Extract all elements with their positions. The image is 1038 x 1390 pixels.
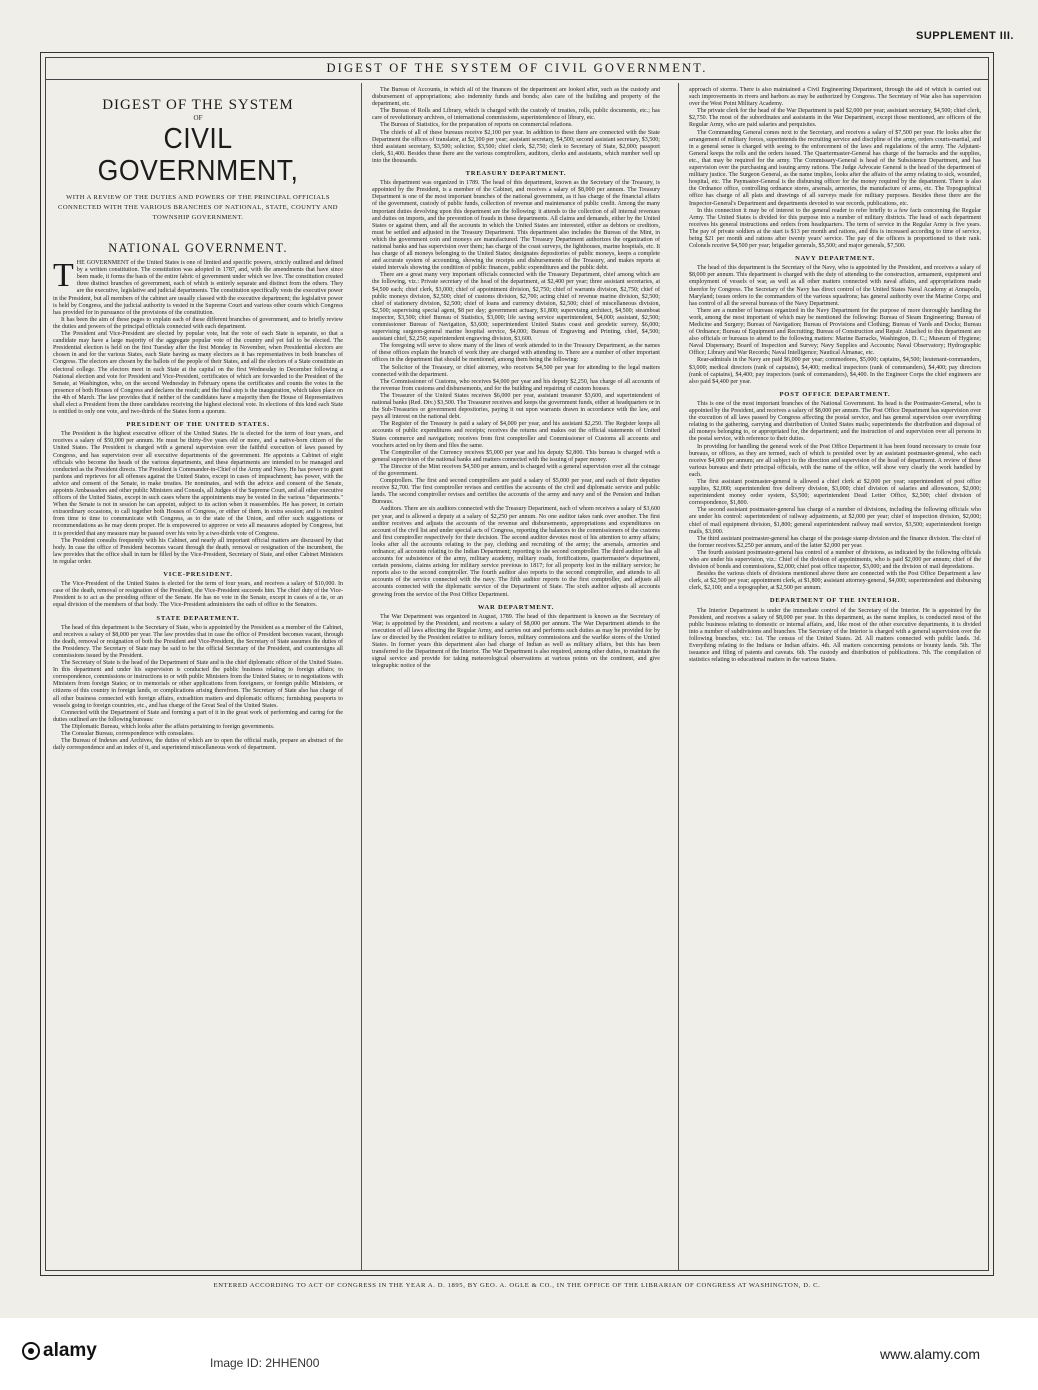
section-title: NATIONAL GOVERNMENT. <box>108 241 288 255</box>
heading-war-department: WAR DEPARTMENT. <box>477 603 555 611</box>
heading-interior-department: DEPARTMENT OF THE INTERIOR. <box>769 597 901 605</box>
logo-mark-icon <box>22 1342 40 1360</box>
paragraph: The Director of the Mint receives $4,500 per annum, and is charged with a general supervision over all the coinage of the government. <box>372 463 660 477</box>
paragraph: The head of this department is the Secretary of State, who is appointed by the President as a member of the Cabinet, and receives a salary of $8,000 per year. The law provides that in case the office of President becomes vacant, through the death, removal or resignation of both the President and Vice-President, the Secretary of State assumes the duties of the Presidency. The Secretary of State may be said to be the official Secretary of the President, and countersigns all commissions issued by the President. <box>53 624 343 659</box>
paragraph: The Vice-President of the United States is elected for the term of four years, and receives a salary of $10,000. In case of the death, removal or resignation of the President, the Vice-President succeeds him. The chief duty of the Vice-President is to act as the presiding officer of the Senate. He has no vote in the Senate, except in cases of a tie, or an equal division of the members of that body. The Vice-President administers the oath of office to the Senators. <box>53 581 343 609</box>
paragraph: The President and Vice-President are elected by popular vote, but the vote of each State is separate, so that a candidate may have a large majority of the aggregate popular vote of the country and yet fail to be elected. The Presidential election is held on the first Tuesday after the first Monday in November, when Presidential electors are chosen in and for the various States, each State having as many electors as it has representatives in both branches of Congress. The electors are chosen by the ballots of the people of their States, and all the electors of a State constitute an electoral college. The electors meet in each State at the capital on the first Wednesday in December following a National election and vote for President and Vice-President, certificates of which are forwarded to the President of the Senate, at Washington, who, on the second Wednesday in February opens the certificates and counts the votes in the presence of both Houses of Congress and declares the result; and the final step is the inauguration, which takes place on the 4th of March. The law provides that if neither of the candidates have a majority then the House of Representatives shall elect a President from the three candidates receiving the highest electoral vote. In elections of this kind each State is entitled to only one vote, and two-thirds of the States form a quorum. <box>53 331 343 416</box>
column-1 <box>53 87 343 1267</box>
paragraph: The President is the highest executive officer of the United States. He is elected for the term of four years, and receives a salary of $50,000 per annum. He must be thirty-five years old or more, and a native-born citizen of the United States. The President is charged with a general supervision over the faithful execution of laws passed by Congress, and has supervision over all executive departments of the government. He appoints a Cabinet of eight officials who become the heads of the various departments, and these departments are intended to be managed and conducted as the President directs. The President is Commander-in-Chief of the Army and Navy. He has power to grant pardons and reprieves for all offenses against the United States, except in cases of impeachment; has power, with the advice and consent of the Senate, to make treaties. He nominates, and with the advice and consent of the Senate, appoints Ambassadors and other public Ministers and Consuls, all Judges of the Supreme Court, and all other executive officers of the United States, except in such cases where the appointments may be vested in the various "departments." When the Senate is not in session he can appoint, subject to its action when it reassembles. He has power, in certain extraordinary occasions, to call together both Houses of Congress, or either of them, in extra session; and is required from time to time to communicate with Congress, as to the state of the Union, and offer such suggestions or recommendations as he may deem proper. He is empowered to approve or veto all measures adopted by Congress, but it is provided that any measure may be passed over his veto by a two-thirds vote of Congress. <box>53 431 343 537</box>
paragraph: The Bureau of Statistics, for the preparation of reports on commercial relations. <box>380 122 573 129</box>
column-2 <box>372 87 660 1267</box>
heading-state-department: STATE DEPARTMENT. <box>156 614 240 622</box>
paragraph: The War Department was organized in August, 1789. The head of this department is known as the Secretary of War; is appointed by the President, and receives a salary of $8,000 per annum. The War Department attends to the execution of all laws affecting the Regular Army, and carries out and performs such duties as may be provided for by law or directed by the President relative to military forces, military commissions and the warlike stores of the United States. In former years this department also had charge of Indian as well as military affairs, but this has been transferred to the Department of the Interior. The War Department is also required, among other duties, to maintain the signal service and provide for taking meteorological observations at various points on the continent, and give telegraphic notice of the <box>372 613 660 670</box>
heading-post-office-department: POST OFFICE DEPARTMENT. <box>779 390 891 398</box>
paragraph: Besides the various chiefs of divisions mentioned above there are connected with the Post Office Department a law clerk, at $2,500 per year; appointment clerk, at $1,800; assistant attorney-general, $4,000; superintendent and disbursing clerk, $2,100; and a topographer, at $2,500 per annum. <box>689 571 981 592</box>
paragraph: The Interior Department is under the immediate control of the Secretary of the Interior. He is appointed by the President, and receives a salary of $8,000 per year. In this department, as the name implies, is conducted most of the public business relating to domestic or internal affairs, and, like most of the other executive departments, it is divided into a number of subdivisions and branches. The Secretary of the Interior is charged with a general supervision over the following branches, viz.: 1st. The census of the United States. 2d. All matters connected with public lands. 3d. Everything relating to the Indians or Indian affairs. 4th. All matters concerning pensions or bounty lands. 5th. The issuance and filing of patents and caveats. 6th. The custody and distribution of publications. 7th. The compilation of statistics relating to educational matters in the various States. <box>689 607 981 664</box>
paragraph: The Register of the Treasury is paid a salary of $4,000 per year, and his assistant $2,250. The Register keeps all accounts of public expenditures and receipts; receives the returns and makes out the official statements of United States commerce and navigation; receives from first comptroller and Commissioner of Customs all accounts and vouchers acted on by them and files the same. <box>372 421 660 449</box>
paragraph: The Bureau of Indexes and Archives, the duties of which are to open the official mails, prepare an abstract of the daily correspondence and an index of it, and superintend miscellaneous work of department. <box>53 738 343 752</box>
paragraph: The Solicitor of the Treasury, or chief attorney, who receives $4,500 per year for attending to the legal matters connected with the department. <box>372 364 660 378</box>
banner-rule <box>45 79 989 80</box>
column-divider <box>361 83 362 1271</box>
copyright-footer: ENTERED ACCORDING TO ACT OF CONGRESS IN THE YEAR A. D. 1895, BY GEO. A. OGLE & CO., IN THE OFFICE OF THE LIBRARIAN OF CONGRESS AT WASHINGTON, D. C. <box>213 1282 821 1289</box>
paragraph: There are a great many very important officials connected with the Treasury Department, chief among which are the following, viz.: Private secretary of the head of the department, at $2,400 per year; three assistant secretaries, at $4,500 each; chief clerk, $3,000; chief of appointment division, $2,750; chief of warrants division, $2,750; chief of public moneys division, $2,500; chief of customs division, $2,700; acting chief of revenue marine division, $2,500; chief of stationery division, $2,500; chief of loans and currency division, $2,500; chief of miscellaneous division, $2,500; supervising special agent, $8 per day; government actuary, $1,800; supervising architect, $4,500; steamboat inspector, $3,500; chief Bureau of Statistics, $3,000; life saving service superintendent, $4,000; assistant, $2,500; commissioner Bureau of Navigation, $3,600; superintendent United States coast and geodetic survey, $6,000; supervising surgeon-general marine hospital service, $4,000; Bureau of Engraving and Printing, chief, $4,500; assistant chief, $2,250; superintendent engraving division, $3,600. <box>372 272 660 343</box>
paragraph: The third assistant postmaster-general has charge of the postage stamp division and the finance division. The chief of the former receives $2,250 per annum, and of the latter $2,000 per year. <box>689 535 981 549</box>
paragraph: The Bureau of Accounts, in which all of the finances of the department are looked after, such as the custody and disbursement of appropriations; also indemnity funds and bonds; also care of the building and property of the department, etc. <box>372 87 660 108</box>
main-title: CIVIL GOVERNMENT, <box>97 123 299 187</box>
paragraph: The private clerk for the head of the War Department is paid $2,000 per year; assistant secretary, $4,500; chief clerk, $2,750. The most of the subordinates and assistants in the War Department, except those mentioned, are officers of the Regular Army, who are paid salaries and perquisites. <box>689 108 981 129</box>
paragraph: The Consular Bureau, correspondence with consulates. <box>61 731 195 737</box>
paragraph: Connected with the Department of State and forming a part of it in the great work of performing and caring for the duties outlined are the following bureaus: <box>53 709 343 723</box>
paragraph: The Treasurer of the United States receives $6,000 per year, assistant treasurer $3,600, and superintendent of national banks (Red. Div.) $3,500. The Treasurer receives and keeps the government funds, either at headquarters or in the Sub-Treasuries or government depositories, paying it out upon warrants drawn in accordance with the law, and pays all interest on the national debt. <box>372 392 660 421</box>
paragraph: The Comptroller of the Currency receives $5,000 per year and his deputy $2,800. This bureau is charged with a general supervision of the national banks and matters connected with the issuing of paper money. <box>372 449 660 463</box>
paragraph: It has been the aim of these pages to explain each of these different branches of government, and to briefly review the duties and powers of the principal officials connected with each department. <box>53 316 343 330</box>
page-frame <box>40 52 994 1276</box>
paragraph: This department was organized in 1789. The head of this department, known as the Secretary of the Treasury, is appointed by the President, is a member of the Cabinet, and receives a salary of $8,000 per annum. The Treasury Department is one of the most important branches of the national government, as it has charge of the financial affairs of the government, custody of public funds, collection of revenue and maintenance of public credit. Among the many important duties devolving upon this department are the following: it attends to the collection of all internal revenues and duties on imports, and the prevention of frauds in these departments. All claims and demands, either by the United States or against them, and all the accounts in which the United States are interested, either as debtors or creditors, must be settled and adjusted in the Treasury Department. This department also includes the Bureau of the Mint, in which the government coin and moneys are manufactured. The Treasury Department authorizes the organization of national banks and has supervision over them; has charge of the coast surveys, the lighthouses, marine hospitals, etc. It has charge of all moneys belonging to the United States; designates depositories of public moneys, keeps a complete and accurate system of accounting, showing the receipts and disbursements of the Treasury, and makes reports at stated intervals showing the condition of public finances, public expenditures and the public debt. <box>372 180 660 272</box>
title-line2: OF <box>193 114 203 122</box>
paragraph: The fourth assistant postmaster-general has control of a number of divisions, as indicated by the following officials who are under his supervision, viz.: Chief of the division of appointments, who is paid $2,000 per annum; chief of the division of bonds and commissions, $2,000; chief post office inspector, $3,000; and the division of mail depredations. <box>689 549 981 571</box>
title-line1: DIGEST OF THE SYSTEM <box>102 97 294 113</box>
heading-president: PRESIDENT OF THE UNITED STATES. <box>126 421 270 429</box>
supplement-label: SUPPLEMENT III. <box>916 30 1014 42</box>
paragraph: The foregoing will serve to show many of the lines of work attended to in the Treasury Department, as the names of these offices explain the branch of work they are charged with attending to. There are a number of other important offices in the department that should be mentioned, among them being the following: <box>372 343 660 364</box>
paragraph: THE GOVERNMENT of the United States is one of limited and specific powers, strictly outlined and defined by a written constitution. The constitution was adopted in 1787, and, with the amendments that have since been made, it forms the basis of the entire fabric of government under which we live. The constitution created three distinct branches of government, each of which is entirely separate and distinct from the others. They are the executive, legislative and judicial departments. The constitution specifically vests the executive power in the President, but all members of the cabinet are usually classed with the executive department; the legislative power is held by Congress, and the judicial authority is vested in the Supreme Court and various other courts which Congress has provided for in pursuance of the provisions of the constitution. <box>53 257 343 316</box>
alamy-logo: alamy <box>22 1340 140 1362</box>
paragraph: The second assistant postmaster-general has charge of a number of divisions, including the following officials who are under his control: superintendent of railway adjustments, at $2,000 per year; chief of inspection division, $2,000; chief of mail equipment division, $1,800; general superintendent railway mail service, $3,500; superintendent foreign mails, $3,000. <box>689 507 981 535</box>
paragraph: Auditors. There are six auditors connected with the Treasury Department, each of whom receives a salary of $3,600 per year, and is allowed a deputy at a salary of $2,250 per annum. No one auditor takes rank over another. The first auditor receives and adjusts the accounts of the revenue and disbursements, appropriations and expenditures on account of the civil list and under special acts of Congress, reporting the balances to the commissioners of the customs and first comptroller respectively for their decision. The second auditor devotes most of his attention to army affairs; looks after all the accounts relating to the pay, clothing and recruiting of the army; the arsenals, armories and ordnance; all accounts relating to the Indian Department; reporting to the second comptroller. The third auditor has all accounts for subsistence of the army, military academy, military roads, fortifications, quartermaster's department, certain pensions, claims arising for military service previous to 1817; for all property lost in the military service; he reports also to the second comptroller. The fourth auditor also reports to the second comptroller, and attends to all accounts of the service connected with the navy. The fifth auditor reports to the first comptroller, and adjusts all accounts connected with the diplomatic service of the Department of State. The sixth auditor adjusts all accounts growing from the service of the Post Office Department. <box>372 506 660 598</box>
paragraph: The Secretary of State is the head of the Department of State and is the chief diplomatic officer of the United States. In this department and under his supervision is conducted the public business relating to foreign affairs; to correspondence, commissions or instructions to or with public Ministers from the United States; or to negotiations with Ministers from foreign States; or to memorials or other applications from foreigners, or foreign public Ministers, or citizens of this country in foreign lands, or complications arising therefrom. The Secretary of State also has charge of all other business connected with foreign affairs, extradition matters and diplomatic officers; furnishing passports to vessels going to foreign countries, etc., and has charge of the Great Seal of the United States. <box>53 660 343 709</box>
paragraph: The first assistant postmaster-general is allowed a chief clerk at $2,000 per year; superintendent of post office supplies, $2,000; superintendent free delivery division, $3,000; chief division of salaries and allowances, $2,000; superintendent money order system, $3,500; superintendent Dead Letter Office, $2,500; chief division of correspondence, $1,800. <box>689 478 981 507</box>
column-divider <box>678 83 679 1271</box>
subtitle: WITH A REVIEW OF THE DUTIES AND POWERS OF THE PRINCIPAL OFFICIALS CONNECTED WITH THE VARIOUS BRANCHES OF NATIONAL, STATE, COUNTY AND TOWNSHIP GOVERNMENT. <box>58 194 338 221</box>
paragraph: The chiefs of all of these bureaus receive $2,100 per year. In addition to these there are connected with the State Department the offices of translator, at $2,100 per year; assistant secretary, $4,500; second assistant secretary, $3,500; third assistant secretary, $3,500; solicitor, $3,500; chief clerk, $2,750; clerk to Secretary of State, $2,000; passport clerk, $1,400. Besides these there are the various comptrollers, auditors, clerks and assistants, which number well up into the thousands. <box>372 129 660 164</box>
heading-vice-president: VICE-PRESIDENT. <box>163 571 233 579</box>
image-id-caption: Image ID: 2HHEN00 <box>210 1356 320 1370</box>
banner-title: DIGEST OF THE SYSTEM OF CIVIL GOVERNMENT. <box>326 61 708 75</box>
paragraph: The head of this department is the Secretary of the Navy, who is appointed by the President, and receives a salary of $8,000 per annum. This department is charged with the duty of attending to the construction, armament, equipment and employment of vessels of war, as well as all other matters connected with naval affairs, and appropriations made therefor by Congress. The Secretary of the Navy has direct control of the United States Naval Academy at Annapolis, Maryland; issues orders to the commanders of the various squadrons; has general authority over the Marine Corps; and has control of all the several bureaus of the Navy Department. <box>689 265 981 307</box>
drop-cap: T <box>53 257 74 295</box>
paragraph: The President consults frequently with his Cabinet, and nearly all important official matters are discussed by that body. In case the office of President becomes vacant through the death, removal or resignation of the incumbent, the law provides that the office shall in turn be filled by the Vice-President, Secretary of State, and other Cabinet Ministers in regular order. <box>53 537 343 565</box>
paragraph: There are a number of bureaus organized in the Navy Department for the purpose of more thoroughly handling the work, among the most important of which may be mentioned the following: Bureau of Steam Engineering; Bureau of Medicine and Surgery; Bureau of Navigation; Bureau of Provisions and Clothing; Bureau of Yards and Docks; Bureau of Ordnance; Bureau of Equipment and Recruiting; Bureau of Construction and Repair. Attached to this department are also officials or bureaus to attend to the following matters: Marine Barracks, Washington, D. C.; Museum of Hygiene; Naval Dispensary; Board of Inspection and Survey; Navy Supplies and Accounts; Naval Observatory; Hydrographic Office; Library and War Records; Naval Intelligence; Nautical Almanac, etc. <box>689 307 981 357</box>
paragraph: approach of storms. There is also maintained a Civil Engineering Department, through the aid of which is carried out such improvements in rivers and harbors as may be authorized by Congress. The Secretary of War also has supervision over the West Point Military Academy. <box>689 87 981 108</box>
column-3 <box>689 87 981 1267</box>
site-url: www.alamy.com <box>880 1346 981 1362</box>
paragraph: The Commanding General comes next to the Secretary, and receives a salary of $7,500 per year. He looks after the arrangement of military forces, superintends the recruiting service and discipline of the army, orders courts-martial, and in a general sense is charged with seeing to the enforcement of the laws and regulations of the army. The Adjutant-General keeps the rolls and the orders issued. The Quartermaster-General has charge of the barracks and the supplies, etc., that may be required for the army. The Commissary-General is head of the Subsistence Department, and has supervision over the purchasing and issuing army rations. The Judge Advocate General is the head of the department of military justice. The Surgeon General, as the name implies, looks after the affairs of the army relating to sick, wounded, hospital, etc. The Paymaster-General is the disbursing officer for the money required by the department. There is also the Ordnance office, controlling ordnance stores, arsenals, armories, the manufacture of arms, etc. The Topographical office has charge of all plats and drawings of all surveys made for military purposes. Besides these there are the Inspector-General's Department and departments devoted to war records, publications, etc. <box>689 129 981 207</box>
paragraph: The Bureau of Rolls and Library, which is charged with the custody of treaties, rolls, public documents, etc.; has care of revolutionary archives, of international commissions, superintendence of library, etc. <box>372 108 660 122</box>
paragraph: In providing for handling the general work of the Post Office Department it has been found necessary to create four bureaus, or offices, as they are termed, each of which is presided over by an assistant postmaster-general, who each receive $4,000 per annum; are all subject to the direction and supervision of the head of department. A review of these various bureaus and their principal officials, with the name of the office, will show very clearly the work handled by each. <box>689 443 981 478</box>
paragraph: The Commissioner of Customs, who receives $4,000 per year and his deputy $2,250, has charge of all accounts of the revenue from customs and disbursements, and for the building and repairing of custom houses. <box>372 378 660 392</box>
paragraph: Comptrollers. The first and second comptrollers are paid a salary of $5,000 per year, and each of their deputies receive $2,700. The first comptroller revises and certifies the accounts of the civil and diplomatic service and public lands. The second comptroller revises and certifies the accounts of the army and navy and of the Pension and Indian Bureaus. <box>372 478 660 506</box>
paragraph: The Diplomatic Bureau, which looks after the affairs pertaining to foreign governments. <box>61 723 275 730</box>
heading-navy-department: NAVY DEPARTMENT. <box>795 255 875 263</box>
paragraph: Rear-admirals in the Navy are paid $6,000 per year; commodores, $5,000; captains, $4,500; lieutenant-commanders, $3,000; medical directors (rank of captains), $4,400; medical inspectors (rank of commanders), $4,400; pay directors (rank of captains), $4,400; pay inspectors (rank of commanders), $4,400. In the Engineer Corps the chief engineers are also paid $4,400 per year. <box>689 357 981 385</box>
heading-treasury-department: TREASURY DEPARTMENT. <box>465 170 567 178</box>
paragraph: This is one of the most important branches of the National Government. Its head is the Postmaster-General, who is appointed by the President, and receives a salary of $8,000 per annum. The Post Office Department has supervision over the execution of all laws passed by Congress affecting the postal service, and has general supervision over everything relating to the gathering, carrying and distribution of United States mails; superintends the distribution and disposal of all moneys belonging to, or appropriated for, the department; and the instruction of and supervision over all persons in the postal service, with reference to their duties. <box>689 400 981 443</box>
paragraph: In this connection it may be of interest to the general reader to refer briefly to a few facts concerning the Regular Army. The United States is divided for this purpose into a number of military districts. The head of each department receives his general instructions and orders from headquarters. The term of service in the Regular Army is five years. The pay of private soldiers at the start is $13 per month and rations, and this is increased according to time of service, being $21 per month and rations after twenty years' service. The pay of the officers is proportioned to their rank. Colonels receive $4,500 per year; brigadier generals, $5,500; and major generals, $7,500. <box>689 207 981 250</box>
